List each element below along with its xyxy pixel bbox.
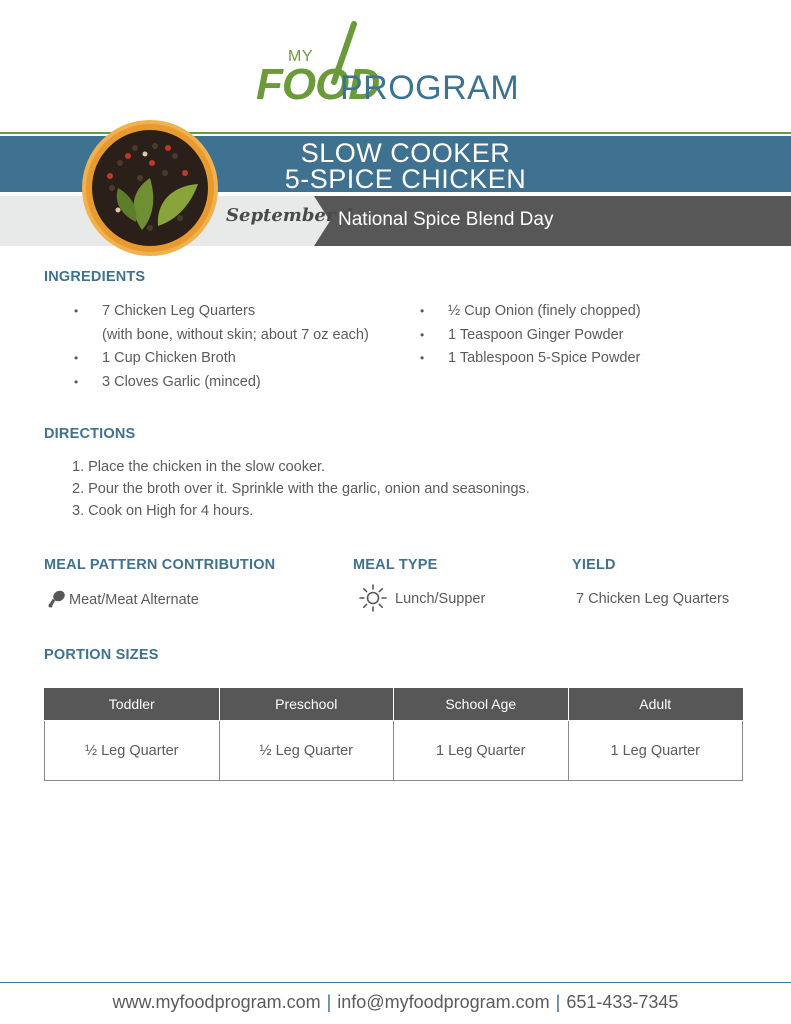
recipe-title-line-1: SLOW COOKER xyxy=(300,138,511,168)
footer-contact xyxy=(0,992,791,1013)
holiday-name: National Spice Blend Day xyxy=(338,209,554,230)
direction-step: 3. Cook on High for 4 hours. xyxy=(72,503,254,519)
meal-pattern-value: Meat/Meat Alternate xyxy=(69,592,199,608)
meal-type-value: Lunch/Supper xyxy=(395,591,486,607)
meal-pattern-heading: MEAL PATTERN CONTRIBUTION xyxy=(44,557,276,573)
directions-list xyxy=(72,456,752,522)
footer-separator: | xyxy=(326,992,332,1012)
portion-adult: 1 Leg Quarter xyxy=(568,721,743,781)
portion-sizes-heading: PORTION SIZES xyxy=(44,647,159,663)
portion-school-age: 1 Leg Quarter xyxy=(394,721,569,781)
direction-step: 1. Place the chicken in the slow cooker. xyxy=(72,459,326,475)
ingredient-item: • 1 Teaspoon Ginger Powder xyxy=(420,326,624,343)
portion-toddler: ½ Leg Quarter xyxy=(45,721,220,781)
footer-divider xyxy=(0,982,791,983)
ingredients-right-list xyxy=(420,300,760,371)
ingredients-left-list xyxy=(74,300,414,394)
footer-separator: | xyxy=(555,992,561,1012)
directions-heading: DIRECTIONS xyxy=(44,426,136,442)
direction-step: 2. Pour the broth over it. Sprinkle with the garlic, onion and seasonings. xyxy=(72,481,530,497)
footer-website-link[interactable]: www.myfoodprogram.com xyxy=(112,992,321,1012)
brand-logo xyxy=(256,20,546,110)
footer-email-link[interactable]: info@myfoodprogram.com xyxy=(337,992,550,1012)
logo-my-text: MY xyxy=(288,48,313,65)
column-header-school-age: School Age xyxy=(394,688,569,721)
logo-program-text: PROGRAM xyxy=(340,69,520,107)
ingredient-item: • ½ Cup Onion (finely chopped) xyxy=(420,303,641,319)
ingredient-item: • 7 Chicken Leg Quarters xyxy=(74,303,256,319)
spice-bowl-image xyxy=(80,118,220,258)
footer-phone: 651-433-7345 xyxy=(566,992,679,1012)
logo-food-text: FOOD xyxy=(256,60,380,109)
portion-preschool: ½ Leg Quarter xyxy=(219,721,394,781)
recipe-title-line-2: 5-SPICE CHICKEN xyxy=(284,164,527,194)
column-header-toddler: Toddler xyxy=(45,688,220,721)
yield-heading: YIELD xyxy=(572,557,616,573)
column-header-preschool: Preschool xyxy=(219,688,394,721)
recipe-date: September 4 xyxy=(226,205,355,226)
yield-value: 7 Chicken Leg Quarters xyxy=(576,591,730,607)
drumstick-icon xyxy=(48,590,66,608)
table-row xyxy=(45,721,743,781)
ingredient-item: • 3 Cloves Garlic (minced) xyxy=(74,373,261,390)
ingredient-item: • 1 Tablespoon 5-Spice Powder xyxy=(420,350,641,366)
ingredients-heading: INGREDIENTS xyxy=(44,269,146,285)
portion-sizes-table xyxy=(44,688,743,781)
ingredient-item: • 1 Cup Chicken Broth xyxy=(74,350,236,366)
sun-icon xyxy=(359,584,387,612)
table-header-row xyxy=(45,688,743,721)
meal-type-heading: MEAL TYPE xyxy=(353,557,438,573)
ingredient-note: (with bone, without skin; about 7 oz each) xyxy=(102,326,369,343)
column-header-adult: Adult xyxy=(568,688,743,721)
